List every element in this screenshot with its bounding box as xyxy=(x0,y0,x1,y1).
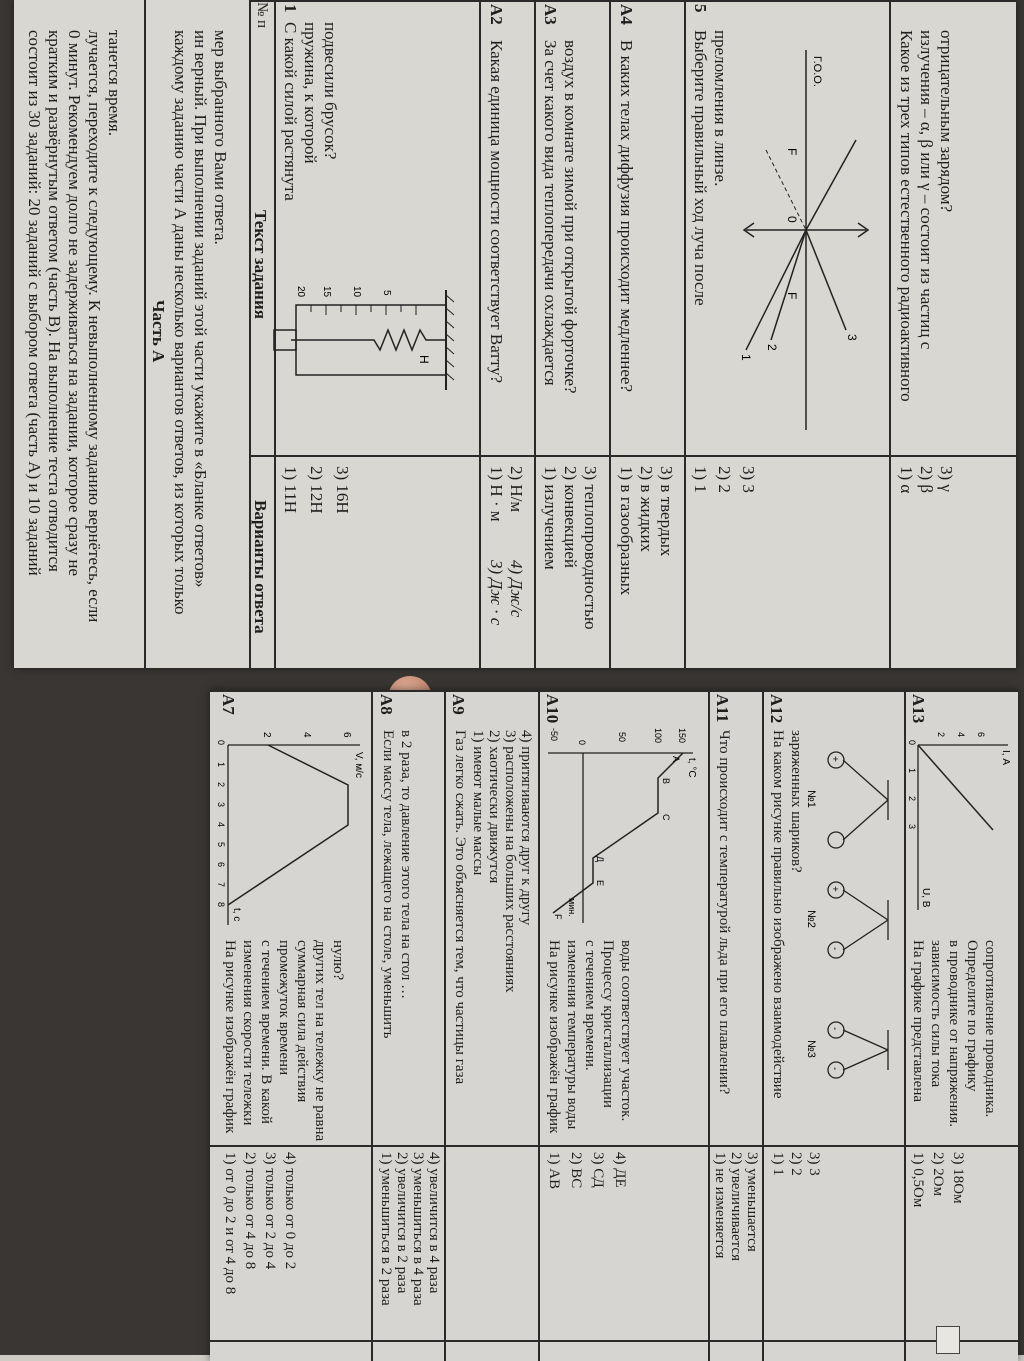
part-intro-line: ин верный. При выполнении заданий этой части укажите в «Бланке ответов» xyxy=(191,30,210,588)
x-tick: 5 xyxy=(216,842,226,848)
row-number: 5 xyxy=(691,4,710,13)
point-label: A xyxy=(671,756,681,763)
row-number: A3 xyxy=(541,4,560,25)
answer-option: 2) β xyxy=(917,466,936,494)
question-line: нулю? xyxy=(330,940,346,981)
question-line: зависимость силы тока xyxy=(928,940,944,1088)
focus-label: F xyxy=(785,148,799,156)
svg-text:-: - xyxy=(829,1067,840,1071)
answer-option: 4) Дж/с xyxy=(507,560,526,618)
divider xyxy=(145,0,147,668)
y-tick: 4 xyxy=(956,732,966,738)
x-axis-label: U, В xyxy=(920,888,931,908)
bottom-sheet-content xyxy=(210,690,1018,1361)
table-border xyxy=(210,690,1018,692)
question-line: отрицательным зарядом? xyxy=(937,30,956,213)
x-tick: 1 xyxy=(216,762,226,768)
figure-label: №1 xyxy=(805,790,817,808)
y-tick: 150 xyxy=(677,728,687,744)
svg-text:-: - xyxy=(829,1027,840,1031)
y-tick: 4 xyxy=(301,732,312,738)
row-divider xyxy=(685,0,687,668)
answer-option: 2) 2 xyxy=(715,466,734,493)
answer-option: 2) 12Н xyxy=(307,466,326,514)
part-title: Часть А xyxy=(149,300,168,363)
top-sheet xyxy=(14,0,1016,668)
ray-label: 3 xyxy=(845,334,859,341)
x-tick: 0 xyxy=(216,740,226,746)
point-label: C xyxy=(661,814,671,821)
figure-label: №2 xyxy=(805,910,817,928)
x-axis-label: t, c xyxy=(231,908,242,922)
question-line: изменения температуры воды xyxy=(564,940,580,1130)
row-divider xyxy=(763,690,765,1361)
row-divider xyxy=(610,0,612,668)
row-number: 1 xyxy=(281,4,300,13)
tick-label: 5 xyxy=(381,290,392,296)
y-axis-label: t, °C xyxy=(686,758,697,778)
answer-option: 2) Н/м xyxy=(507,466,526,513)
table-border xyxy=(251,455,1016,457)
answer-option: 3) СД xyxy=(590,1152,606,1188)
question-line: с течением времени. xyxy=(582,940,598,1071)
answer-option: 1) АВ xyxy=(546,1152,562,1190)
row-number: A13 xyxy=(909,694,928,724)
tick-label: 15 xyxy=(321,286,332,298)
answer-option: 4) увеличится в 4 раза xyxy=(426,1152,442,1294)
answer-option: 1) излучением xyxy=(541,466,560,570)
answer-option: 2) хаотически движутся xyxy=(486,730,502,884)
question-line: в проводнике от напряжения. xyxy=(946,940,962,1127)
y-tick: -50 xyxy=(549,728,559,742)
question-line: Что происходит с температурой льда при его плавлении? xyxy=(716,730,732,1095)
temperature-time-chart xyxy=(543,718,703,933)
row-number: A10 xyxy=(543,694,562,724)
y-tick: 50 xyxy=(617,732,627,743)
answer-option: 3) только от 2 до 4 xyxy=(262,1152,278,1270)
y-axis-label: V, м/с xyxy=(353,752,364,778)
answer-option: 1) от 0 до 2 и от 4 до 8 xyxy=(222,1152,238,1295)
intro-line: 0 минут. Рекомендуем долго не задерживаться на задании, которое сразу не xyxy=(65,30,84,577)
answer-option: 1) 1 xyxy=(770,1152,786,1176)
row-divider xyxy=(905,690,907,1361)
question-line: На каком рисунке правильно изображено взаимодействие xyxy=(770,730,786,1099)
question-line: Выберите правильный ход луча после xyxy=(691,30,710,306)
y-tick: 0 xyxy=(577,740,587,746)
x-tick: 8 xyxy=(216,902,226,908)
y-tick: 100 xyxy=(653,728,663,744)
bottom-sheet xyxy=(210,690,1018,1361)
svg-text:+: + xyxy=(829,756,840,762)
row-number: A8 xyxy=(377,694,396,715)
y-tick: 6 xyxy=(976,732,986,738)
question-line: За счет какого вида теплопередачи охлаждается xyxy=(541,40,560,386)
question-line: в 2 раза, то давление этого тела на стол … xyxy=(398,730,414,1000)
answer-option: 4) притягиваются друг к другу xyxy=(518,730,534,926)
col-header-answers: Варианты ответа xyxy=(251,500,270,634)
y-tick: 2 xyxy=(261,732,272,738)
answer-option: 3) 3 xyxy=(739,466,758,493)
question-line: Какая единица мощности соответствует Ватту? xyxy=(487,40,506,384)
answer-option: 3) теплопроводностью xyxy=(581,466,600,630)
row-number: A4 xyxy=(617,4,636,25)
answer-option: 4) только от 0 до 2 xyxy=(282,1152,298,1270)
answer-option: 2) увеличится в 2 раза xyxy=(394,1152,410,1294)
unit-label: Н xyxy=(417,355,431,364)
intro-line: состоит из 30 заданий: 20 заданий с выбором ответа (часть А) и 10 заданий xyxy=(25,30,44,576)
top-sheet-content xyxy=(14,0,1016,668)
question-line: заряженных шариков? xyxy=(788,730,804,873)
question-line: С какой силой растянута xyxy=(281,22,300,201)
question-line: подвесили брусок? xyxy=(321,22,340,160)
answer-option: 1) уменьшиться в 2 раза xyxy=(378,1152,394,1306)
x-tick: 3 xyxy=(216,802,226,808)
current-voltage-chart xyxy=(908,720,1013,920)
answer-option: 1) в газообразных xyxy=(617,466,636,596)
row-divider xyxy=(709,690,711,1361)
center-label: 0 xyxy=(785,216,799,223)
part-intro-line: мер выбранного Вами ответа. xyxy=(211,30,230,245)
x-tick: 7 xyxy=(216,882,226,888)
question-line: изменения скорости тележки xyxy=(240,940,256,1126)
answer-option: 2) в жидких xyxy=(637,466,656,553)
row-number: A2 xyxy=(487,4,506,25)
answer-option: 1) 1 xyxy=(691,466,710,493)
x-tick: 2 xyxy=(216,782,226,788)
question-line: преломления в линзе. xyxy=(711,30,730,187)
row-divider xyxy=(535,0,537,668)
answer-option: 1) не изменяется xyxy=(712,1152,728,1259)
ray-label: 1 xyxy=(739,354,753,361)
question-line: воды соответствует участок. xyxy=(618,940,634,1122)
row-number: A9 xyxy=(449,694,468,715)
question-line: Если массу тела, лежащего на столе, уменьшить xyxy=(380,730,396,1039)
x-tick: 1 xyxy=(907,768,917,774)
question-line: суммарная сила действия xyxy=(294,940,310,1103)
svg-text:-: - xyxy=(829,947,840,951)
question-line: Определите по графику xyxy=(964,940,980,1092)
question-line: На графике представлена xyxy=(910,940,926,1103)
answer-option: 3) в твердых xyxy=(657,466,676,557)
x-tick: 2 xyxy=(907,796,917,802)
row-divider xyxy=(372,690,374,1361)
row-number: A12 xyxy=(767,694,786,724)
focus-label: F xyxy=(785,292,799,300)
col-header-task: Текст задания xyxy=(251,210,270,319)
tick-label: 10 xyxy=(351,286,362,298)
svg-text:+: + xyxy=(829,886,840,892)
answer-option: 3) 3 xyxy=(806,1152,822,1176)
question-line: Газ легко сжать. Это объясняется тем, что частицы газа xyxy=(452,730,468,1085)
answer-option: 3) уменьшиться в 4 раза xyxy=(410,1152,426,1306)
part-intro-line: каждому заданию части А даны несколько вариантов ответов, из которых только xyxy=(171,30,190,615)
question-line: Процессу кристаллизации xyxy=(600,940,616,1108)
col-header-num: № п xyxy=(254,2,270,29)
axis-label: Г.О.О. xyxy=(811,56,823,87)
answer-option: 3) уменьшается xyxy=(744,1152,760,1252)
question-line: На рисунке изображён график xyxy=(222,940,238,1134)
question-line: излучения – α, β или γ – состоит из частиц с xyxy=(917,30,936,350)
row-divider xyxy=(480,0,482,668)
question-line: с течением времени. В какой xyxy=(258,940,274,1124)
answer-option: 2) только от 4 до 8 xyxy=(242,1152,258,1270)
y-tick: 2 xyxy=(936,732,946,738)
y-axis-label: I, А xyxy=(1000,750,1011,766)
answer-option: 1) имеют малые массы xyxy=(470,730,486,876)
answer-option: 3) Дж · с xyxy=(487,560,506,626)
answer-option: 1) 0,5Ом xyxy=(910,1152,926,1208)
table-border xyxy=(251,668,1016,670)
question-line: На рисунке изображён график xyxy=(546,940,562,1134)
question-line: сопротивление проводника. xyxy=(982,940,998,1118)
answer-option: 2) 2 xyxy=(788,1152,804,1176)
question-line: В каких телах диффузия происходит медленнее? xyxy=(617,40,636,393)
point-label: Д xyxy=(595,856,605,863)
answer-option: 4) ДЕ xyxy=(612,1152,628,1188)
table-border xyxy=(251,0,1016,2)
spring-scale-figure xyxy=(271,260,456,450)
answer-option: 2) увеличивается xyxy=(728,1152,744,1261)
charged-balls-figure xyxy=(803,730,898,1130)
point-label: F xyxy=(553,914,563,920)
x-axis-label: мин. xyxy=(567,898,577,917)
answer-option: 3) γ xyxy=(937,466,956,492)
x-tick: 3 xyxy=(907,824,917,830)
answer-option: 1) 11Н xyxy=(281,466,300,514)
row-divider xyxy=(539,690,541,1361)
intro-line: танется время. xyxy=(105,30,124,136)
row-divider xyxy=(890,0,892,668)
x-tick: 6 xyxy=(216,862,226,868)
intro-line: лучается, переходите к следующему. К невыполненному заданию вернётесь, если xyxy=(85,30,104,623)
answer-option: 1) Н · м xyxy=(487,466,506,522)
table-border xyxy=(210,1340,1018,1342)
y-tick: 6 xyxy=(341,732,352,738)
x-tick: 4 xyxy=(216,822,226,828)
point-label: Е xyxy=(595,880,605,887)
figure-label: №3 xyxy=(805,1040,817,1058)
question-line: других тел на тележку не равна xyxy=(312,940,328,1142)
row-number: A7 xyxy=(219,694,238,715)
answer-option: 1) α xyxy=(897,466,916,494)
intro-line: кратким и развёрнутым ответом (часть В). На выполнение теста отводится xyxy=(45,30,64,572)
answer-option: 2) ВС xyxy=(568,1152,584,1189)
page-corner-mark xyxy=(936,1326,960,1354)
tick-label: 20 xyxy=(295,286,306,298)
answer-option: 3) расположены на больших расстояниях xyxy=(502,730,518,993)
table-border xyxy=(210,1145,1018,1147)
x-tick: 0 xyxy=(907,740,917,746)
point-label: B xyxy=(661,778,671,785)
answer-option: 3) 18Ом xyxy=(950,1152,966,1204)
answer-option: 2) 2Ом xyxy=(930,1152,946,1197)
velocity-time-chart xyxy=(218,720,368,935)
question-line: промежуток времени xyxy=(276,940,292,1076)
answer-option: 2) конвекцией xyxy=(561,466,580,568)
question-line: пружина, к которой xyxy=(301,22,320,164)
question-line: воздух в комнате зимой при открытой форточке? xyxy=(561,40,580,394)
lens-ray-figure xyxy=(736,30,876,440)
row-number: A11 xyxy=(713,694,732,723)
ray-label: 2 xyxy=(765,344,779,351)
answer-option: 3) 16Н xyxy=(333,466,352,514)
question-line: Какое из трех типов естественного радиоактивного xyxy=(897,30,916,402)
row-divider xyxy=(445,690,447,1361)
